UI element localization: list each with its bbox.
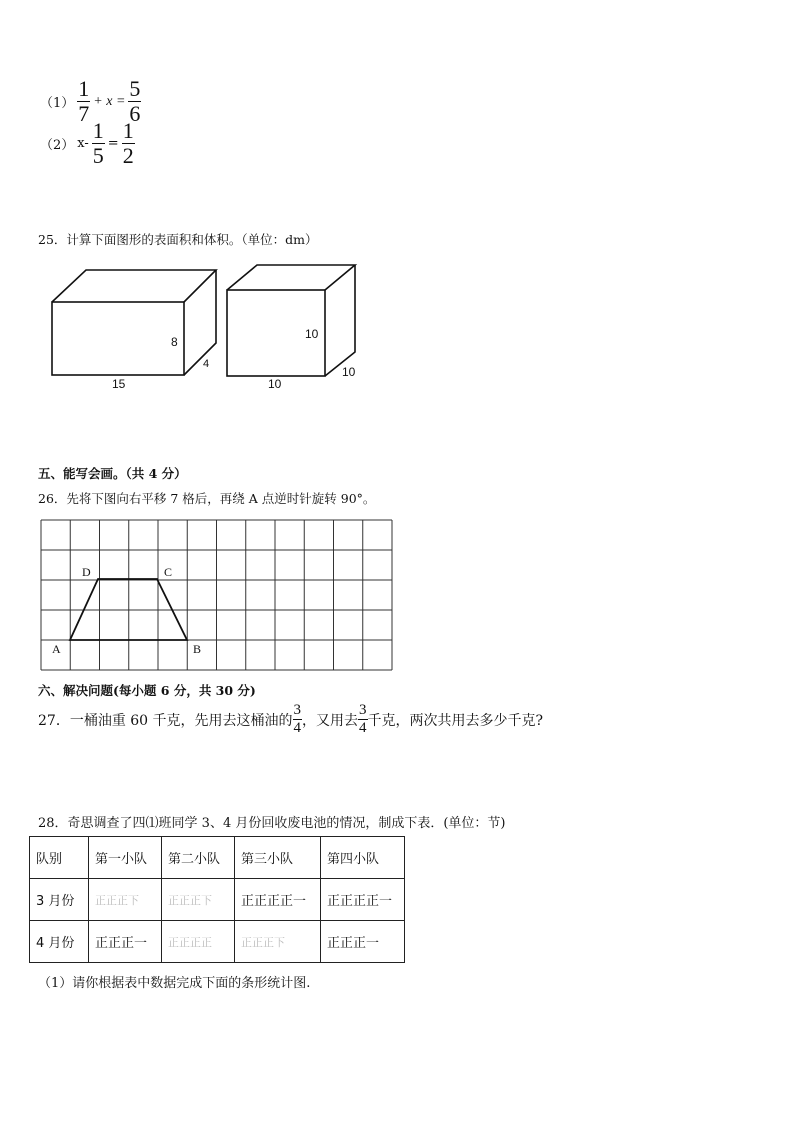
cuboid-1-depth-label: 4	[203, 358, 210, 370]
question-27-part-1: 27．一桶油重 60 千克，先用去这桶油的	[38, 712, 293, 729]
point-d-label: D	[82, 565, 91, 579]
question-27-part-2: ，又用去	[302, 712, 359, 729]
question-28-sub-1: （1）请你根据表中数据完成下面的条形统计图.	[38, 976, 311, 991]
question-27-part-3: 千克，两次共用去多少千克?	[367, 712, 544, 729]
fraction: $\frac{1}{7}$	[78, 76, 90, 126]
battery-table	[29, 836, 405, 963]
table-row	[30, 921, 405, 963]
equation-1-label: （1）	[40, 96, 75, 111]
table-header-cell: 第四小队	[321, 837, 405, 879]
cube-2-length-label: 10	[268, 377, 282, 391]
table-cell: 正正正一	[321, 921, 405, 963]
question-27	[38, 703, 543, 736]
cube-2-depth-label: 10	[342, 365, 356, 379]
cuboid-1	[52, 270, 216, 375]
cube-2	[227, 265, 355, 376]
table-cell: 正正正下	[162, 879, 235, 921]
question-26-text: 26．先将下图向右平移 7 格后，再绕 A 点逆时针旋转 90°。	[38, 491, 376, 506]
table-cell: 正正正正	[162, 921, 235, 963]
equation-2-middle: =	[107, 136, 119, 151]
table-cell: 3 月份	[30, 879, 89, 921]
fraction: $\frac{5}{6}$	[129, 76, 141, 126]
fraction: $\frac{3}{4}$	[293, 702, 302, 736]
point-a-label: A	[52, 642, 61, 656]
equation-2-label: （2）	[40, 138, 75, 153]
fraction: $\frac{3}{4}$	[359, 702, 367, 736]
table-cell: 4 月份	[30, 921, 89, 963]
table-header-cell: 第一小队	[89, 837, 162, 879]
cuboid-figures	[40, 260, 380, 395]
table-row	[30, 879, 405, 921]
table-cell: 正正正正一	[235, 879, 321, 921]
table-cell: 正正正下	[235, 921, 321, 963]
equation-1-middle: + x =	[93, 93, 126, 109]
point-c-label: C	[164, 565, 173, 579]
equation-2-prefix: x-	[77, 136, 89, 151]
question-28-text: 28．奇思调查了四⑴班同学 3、4 月份回收废电池的情况，制成下表．(单位：节)	[38, 816, 506, 831]
cube-2-height-label: 10	[305, 327, 319, 341]
cuboid-1-height-label: 8	[171, 335, 178, 349]
grid-figure	[40, 519, 395, 673]
table-cell: 正正正一	[89, 921, 162, 963]
point-b-label: B	[193, 642, 202, 656]
fraction: $\frac{1}{2}$	[122, 118, 134, 168]
table-header-row	[30, 837, 405, 879]
table-header-cell: 第二小队	[162, 837, 235, 879]
grid-lines	[41, 520, 392, 670]
table-header-cell: 第三小队	[235, 837, 321, 879]
question-25-text: 25．计算下面图形的表面积和体积。（单位：dm）	[38, 232, 318, 247]
table-cell: 正正正正一	[321, 879, 405, 921]
fraction: $\frac{1}{5}$	[92, 118, 104, 168]
table-header-cell: 队别	[30, 837, 89, 879]
cuboid-1-length-label: 15	[112, 377, 126, 391]
section-5-title: 五、能写会画。（共 4 分）	[38, 466, 187, 481]
section-6-title: 六、解决问题(每小题 6 分，共 30 分)	[38, 683, 256, 698]
table-cell: 正正正下	[89, 879, 162, 921]
equation-2	[40, 120, 135, 167]
